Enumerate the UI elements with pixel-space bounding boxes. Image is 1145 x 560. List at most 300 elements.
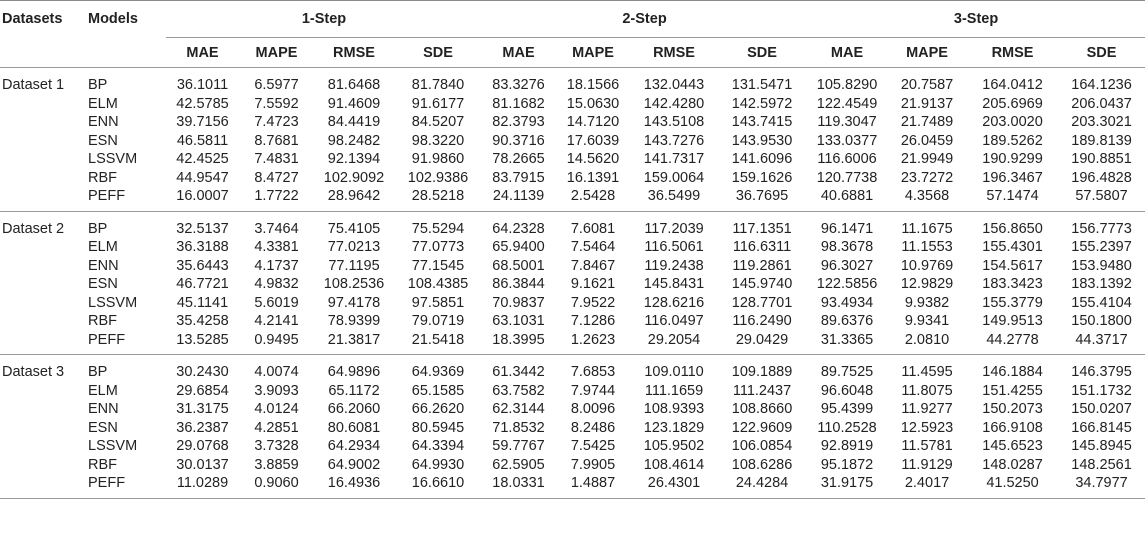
dataset-label: Dataset 3 bbox=[2, 364, 65, 381]
value-cell: 151.4255 bbox=[982, 382, 1043, 399]
value-cell: 21.7489 bbox=[900, 114, 954, 131]
value-cell: 30.0137 bbox=[176, 456, 229, 473]
table-row bbox=[0, 238, 1145, 257]
model-name: ESN bbox=[88, 132, 118, 149]
value-cell: 64.2328 bbox=[492, 220, 545, 237]
value-cell: 7.5425 bbox=[570, 438, 616, 455]
value-cell: 29.6854 bbox=[176, 382, 229, 399]
metric-header-mape-step-3: MAPE bbox=[906, 44, 948, 61]
value-cell: 68.5001 bbox=[492, 257, 545, 274]
value-cell: 3.7464 bbox=[254, 220, 299, 237]
value-cell: 2.0810 bbox=[904, 331, 950, 348]
value-cell: 4.3568 bbox=[904, 188, 950, 205]
value-cell: 7.4831 bbox=[254, 151, 299, 168]
value-cell: 9.1621 bbox=[570, 276, 616, 293]
model-name: RBF bbox=[88, 456, 117, 473]
value-cell: 64.9930 bbox=[411, 456, 465, 473]
value-cell: 66.2060 bbox=[327, 401, 381, 418]
value-cell: 111.1659 bbox=[644, 382, 704, 399]
table-row bbox=[0, 474, 1145, 498]
value-cell: 93.4934 bbox=[820, 294, 874, 311]
value-cell: 154.5617 bbox=[982, 257, 1043, 274]
value-cell: 4.3381 bbox=[254, 239, 299, 256]
model-name: ESN bbox=[88, 276, 118, 293]
dataset-cell-empty bbox=[0, 419, 88, 438]
model-name: ENN bbox=[88, 401, 119, 418]
value-cell: 45.1141 bbox=[176, 294, 229, 311]
value-cell: 12.5923 bbox=[900, 419, 954, 436]
model-name: PEFF bbox=[88, 475, 126, 492]
model-name: LSSVM bbox=[88, 151, 138, 168]
value-cell: 14.7120 bbox=[566, 114, 620, 131]
dataset-cell-empty bbox=[0, 400, 88, 419]
datasets-header: Datasets bbox=[2, 11, 63, 27]
value-cell: 8.0096 bbox=[570, 401, 616, 418]
model-name: ENN bbox=[88, 257, 119, 274]
value-cell: 183.3423 bbox=[982, 276, 1043, 293]
value-cell: 31.3175 bbox=[176, 401, 229, 418]
value-cell: 150.0207 bbox=[1071, 401, 1132, 418]
value-cell: 92.1394 bbox=[327, 151, 381, 168]
value-cell: 116.5061 bbox=[644, 239, 704, 256]
value-cell: 11.8075 bbox=[901, 382, 953, 399]
dataset-cell-empty bbox=[0, 257, 88, 276]
value-cell: 5.6019 bbox=[254, 294, 299, 311]
value-cell: 77.1195 bbox=[328, 257, 380, 274]
dataset-cell-empty bbox=[0, 294, 88, 313]
value-cell: 36.2387 bbox=[176, 419, 229, 436]
value-cell: 109.1889 bbox=[731, 364, 793, 381]
value-cell: 71.8532 bbox=[492, 419, 545, 436]
value-cell: 36.7695 bbox=[735, 188, 789, 205]
value-cell: 7.1286 bbox=[570, 313, 616, 330]
table-row bbox=[0, 456, 1145, 475]
value-cell: 143.7415 bbox=[731, 114, 793, 131]
value-cell: 8.7681 bbox=[254, 132, 299, 149]
value-cell: 89.6376 bbox=[820, 313, 874, 330]
value-cell: 155.2397 bbox=[1071, 239, 1132, 256]
value-cell: 86.3844 bbox=[492, 276, 545, 293]
value-cell: 59.7767 bbox=[492, 438, 545, 455]
value-cell: 11.5781 bbox=[901, 438, 953, 455]
table-row bbox=[0, 257, 1145, 276]
model-name: LSSVM bbox=[88, 294, 138, 311]
value-cell: 142.5972 bbox=[731, 95, 793, 112]
value-cell: 11.9129 bbox=[901, 456, 953, 473]
model-name: PEFF bbox=[88, 188, 126, 205]
metric-header-mape-step-2: MAPE bbox=[572, 44, 614, 61]
value-cell: 150.1800 bbox=[1071, 313, 1132, 330]
value-cell: 34.7977 bbox=[1075, 475, 1128, 492]
dataset-cell-empty bbox=[0, 169, 88, 188]
table-row bbox=[0, 275, 1145, 294]
value-cell: 70.9837 bbox=[492, 294, 545, 311]
value-cell: 148.2561 bbox=[1071, 456, 1132, 473]
value-cell: 11.1675 bbox=[901, 220, 953, 237]
value-cell: 16.1391 bbox=[566, 169, 620, 186]
value-cell: 78.9399 bbox=[327, 313, 381, 330]
value-cell: 11.1553 bbox=[901, 239, 953, 256]
value-cell: 132.0443 bbox=[643, 77, 705, 94]
value-cell: 7.6081 bbox=[570, 220, 616, 237]
value-cell: 159.1626 bbox=[731, 169, 793, 186]
table-row bbox=[0, 294, 1145, 313]
value-cell: 131.5471 bbox=[731, 77, 793, 94]
value-cell: 91.4609 bbox=[327, 95, 381, 112]
value-cell: 40.6881 bbox=[820, 188, 874, 205]
value-cell: 44.3717 bbox=[1075, 331, 1128, 348]
value-cell: 57.5807 bbox=[1075, 188, 1128, 205]
table-header bbox=[0, 1, 1145, 68]
value-cell: 42.5785 bbox=[176, 95, 229, 112]
value-cell: 4.1737 bbox=[254, 257, 299, 274]
value-cell: 0.9495 bbox=[254, 331, 299, 348]
model-name: BP bbox=[88, 220, 108, 237]
value-cell: 64.9896 bbox=[327, 364, 381, 381]
value-cell: 84.5207 bbox=[411, 114, 465, 131]
step-2-header: 2-Step bbox=[482, 1, 807, 38]
value-cell: 123.1829 bbox=[643, 419, 705, 436]
value-cell: 98.2482 bbox=[327, 132, 381, 149]
value-cell: 29.2054 bbox=[647, 331, 701, 348]
table-row bbox=[0, 331, 1145, 355]
value-cell: 153.9480 bbox=[1071, 257, 1132, 274]
value-cell: 159.0064 bbox=[643, 169, 705, 186]
value-cell: 21.9137 bbox=[900, 95, 954, 112]
value-cell: 108.6286 bbox=[731, 456, 793, 473]
value-cell: 183.1392 bbox=[1071, 276, 1132, 293]
value-cell: 65.9400 bbox=[492, 239, 545, 256]
dataset-cell-empty bbox=[0, 187, 88, 211]
model-name: PEFF bbox=[88, 331, 126, 348]
value-cell: 119.2438 bbox=[644, 257, 704, 274]
value-cell: 9.9341 bbox=[904, 313, 950, 330]
table-row bbox=[0, 382, 1145, 401]
value-cell: 145.8431 bbox=[643, 276, 705, 293]
value-cell: 77.0213 bbox=[327, 239, 381, 256]
value-cell: 143.5108 bbox=[643, 114, 705, 131]
value-cell: 31.3365 bbox=[820, 331, 874, 348]
value-cell: 92.8919 bbox=[820, 438, 874, 455]
value-cell: 16.0007 bbox=[176, 188, 229, 205]
model-name: RBF bbox=[88, 169, 117, 186]
value-cell: 196.4828 bbox=[1071, 169, 1132, 186]
dataset-cell-empty bbox=[0, 132, 88, 151]
value-cell: 97.4178 bbox=[327, 294, 381, 311]
value-cell: 64.2934 bbox=[327, 438, 381, 455]
value-cell: 21.3817 bbox=[327, 331, 381, 348]
value-cell: 141.6096 bbox=[731, 151, 793, 168]
value-cell: 11.9277 bbox=[901, 401, 953, 418]
value-cell: 46.7721 bbox=[176, 276, 229, 293]
value-cell: 64.9002 bbox=[327, 456, 381, 473]
dataset-cell-empty bbox=[0, 437, 88, 456]
table-row bbox=[0, 150, 1145, 169]
value-cell: 96.1471 bbox=[820, 220, 874, 237]
value-cell: 21.9949 bbox=[900, 151, 954, 168]
value-cell: 155.4301 bbox=[982, 239, 1043, 256]
model-name: ELM bbox=[88, 239, 118, 256]
value-cell: 155.4104 bbox=[1071, 294, 1132, 311]
value-cell: 108.4385 bbox=[407, 276, 469, 293]
table-row bbox=[0, 68, 1145, 95]
value-cell: 122.9609 bbox=[731, 419, 793, 436]
value-cell: 8.2486 bbox=[570, 419, 616, 436]
value-cell: 108.8660 bbox=[731, 401, 793, 418]
value-cell: 141.7317 bbox=[643, 151, 705, 168]
metric-header-sde-step-2: SDE bbox=[747, 44, 777, 61]
value-cell: 17.6039 bbox=[566, 132, 620, 149]
value-cell: 95.1872 bbox=[820, 456, 874, 473]
value-cell: 7.9905 bbox=[570, 456, 616, 473]
value-cell: 164.1236 bbox=[1071, 77, 1132, 94]
step-1-header: 1-Step bbox=[166, 1, 482, 38]
value-cell: 105.9502 bbox=[643, 438, 705, 455]
value-cell: 8.4727 bbox=[254, 169, 299, 186]
model-name: ELM bbox=[88, 382, 118, 399]
model-name: LSSVM bbox=[88, 438, 138, 455]
value-cell: 156.8650 bbox=[982, 220, 1043, 237]
value-cell: 29.0768 bbox=[176, 438, 229, 455]
model-name: RBF bbox=[88, 313, 117, 330]
value-cell: 20.7587 bbox=[900, 77, 954, 94]
value-cell: 28.5218 bbox=[411, 188, 465, 205]
metric-header-rmse-step-3: RMSE bbox=[991, 44, 1034, 61]
value-cell: 15.0630 bbox=[566, 95, 620, 112]
value-cell: 64.3394 bbox=[411, 438, 465, 455]
value-cell: 148.0287 bbox=[982, 456, 1043, 473]
models-header: Models bbox=[88, 11, 138, 27]
value-cell: 119.2861 bbox=[732, 257, 792, 274]
value-cell: 1.4887 bbox=[570, 475, 616, 492]
value-cell: 196.3467 bbox=[982, 169, 1043, 186]
value-cell: 96.3027 bbox=[820, 257, 874, 274]
value-cell: 7.9522 bbox=[570, 294, 616, 311]
table-row bbox=[0, 169, 1145, 188]
value-cell: 110.2528 bbox=[817, 419, 877, 436]
value-cell: 1.2623 bbox=[570, 331, 616, 348]
value-cell: 0.9060 bbox=[254, 475, 299, 492]
metric-header-rmse-step-1: RMSE bbox=[333, 44, 375, 61]
value-cell: 203.3021 bbox=[1071, 114, 1132, 131]
value-cell: 62.5905 bbox=[492, 456, 545, 473]
value-cell: 57.1474 bbox=[986, 188, 1039, 205]
value-cell: 35.4258 bbox=[176, 313, 229, 330]
value-cell: 81.1682 bbox=[492, 95, 545, 112]
value-cell: 42.4525 bbox=[176, 151, 229, 168]
metric-header-mape-step-1: MAPE bbox=[255, 44, 298, 61]
value-cell: 190.9299 bbox=[982, 151, 1043, 168]
value-cell: 102.9386 bbox=[407, 169, 469, 186]
value-cell: 24.4284 bbox=[735, 475, 789, 492]
value-cell: 41.5250 bbox=[986, 475, 1039, 492]
value-cell: 7.6853 bbox=[570, 364, 616, 381]
dataset-cell-empty bbox=[0, 312, 88, 331]
value-cell: 96.6048 bbox=[820, 382, 874, 399]
value-cell: 77.1545 bbox=[411, 257, 465, 274]
dataset-cell-empty bbox=[0, 113, 88, 132]
value-cell: 77.0773 bbox=[411, 239, 465, 256]
value-cell: 82.3793 bbox=[492, 114, 545, 131]
value-cell: 75.5294 bbox=[411, 220, 465, 237]
value-cell: 95.4399 bbox=[820, 401, 874, 418]
table-row bbox=[0, 113, 1145, 132]
value-cell: 145.6523 bbox=[982, 438, 1043, 455]
value-cell: 90.3716 bbox=[492, 132, 545, 149]
value-cell: 116.6311 bbox=[732, 239, 792, 256]
value-cell: 150.2073 bbox=[982, 401, 1043, 418]
value-cell: 83.7915 bbox=[492, 169, 545, 186]
value-cell: 36.1011 bbox=[176, 77, 229, 94]
dataset-cell-empty bbox=[0, 382, 88, 401]
value-cell: 117.2039 bbox=[644, 220, 704, 237]
value-cell: 89.7525 bbox=[820, 364, 874, 381]
value-cell: 84.4419 bbox=[327, 114, 381, 131]
value-cell: 61.3442 bbox=[492, 364, 545, 381]
value-cell: 164.0412 bbox=[982, 77, 1043, 94]
value-cell: 109.0110 bbox=[644, 364, 704, 381]
value-cell: 14.5620 bbox=[566, 151, 620, 168]
table-row bbox=[0, 187, 1145, 211]
value-cell: 36.5499 bbox=[647, 188, 701, 205]
value-cell: 31.9175 bbox=[820, 475, 874, 492]
value-cell: 7.8467 bbox=[570, 257, 616, 274]
value-cell: 64.9369 bbox=[411, 364, 465, 381]
table-row bbox=[0, 132, 1145, 151]
table-body bbox=[0, 68, 1145, 499]
value-cell: 80.5945 bbox=[411, 419, 465, 436]
value-cell: 18.1566 bbox=[566, 77, 620, 94]
value-cell: 4.0074 bbox=[254, 364, 299, 381]
table-row bbox=[0, 437, 1145, 456]
metric-header-sde-step-1: SDE bbox=[423, 44, 453, 61]
value-cell: 155.3779 bbox=[982, 294, 1043, 311]
value-cell: 116.0497 bbox=[644, 313, 704, 330]
value-cell: 44.9547 bbox=[176, 169, 229, 186]
dataset-cell-empty bbox=[0, 456, 88, 475]
value-cell: 205.6969 bbox=[982, 95, 1043, 112]
metric-header-row bbox=[0, 38, 1145, 68]
value-cell: 91.9860 bbox=[411, 151, 465, 168]
value-cell: 24.1139 bbox=[492, 188, 545, 205]
value-cell: 116.6006 bbox=[817, 151, 877, 168]
value-cell: 98.3220 bbox=[411, 132, 465, 149]
metric-header-mae-step-2: MAE bbox=[502, 44, 535, 61]
value-cell: 6.5977 bbox=[254, 77, 299, 94]
value-cell: 1.7722 bbox=[254, 188, 299, 205]
value-cell: 2.5428 bbox=[570, 188, 616, 205]
value-cell: 116.2490 bbox=[732, 313, 792, 330]
value-cell: 12.9829 bbox=[900, 276, 954, 293]
value-cell: 63.1031 bbox=[492, 313, 545, 330]
dataset-cell-empty bbox=[0, 275, 88, 294]
table-row bbox=[0, 211, 1145, 238]
model-name: BP bbox=[88, 77, 108, 94]
value-cell: 105.8290 bbox=[816, 77, 878, 94]
dataset-label: Dataset 1 bbox=[2, 77, 65, 94]
value-cell: 143.9530 bbox=[731, 132, 793, 149]
value-cell: 23.7272 bbox=[900, 169, 954, 186]
value-cell: 63.7582 bbox=[492, 382, 545, 399]
value-cell: 128.7701 bbox=[731, 294, 793, 311]
value-cell: 146.1884 bbox=[982, 364, 1043, 381]
value-cell: 146.3795 bbox=[1071, 364, 1132, 381]
value-cell: 189.8139 bbox=[1071, 132, 1132, 149]
metric-header-rmse-step-2: RMSE bbox=[653, 44, 695, 61]
value-cell: 3.9093 bbox=[254, 382, 299, 399]
value-cell: 166.9108 bbox=[982, 419, 1043, 436]
value-cell: 133.0377 bbox=[816, 132, 878, 149]
value-cell: 44.2778 bbox=[986, 331, 1039, 348]
value-cell: 66.2620 bbox=[411, 401, 465, 418]
value-cell: 142.4280 bbox=[643, 95, 705, 112]
value-cell: 143.7276 bbox=[643, 132, 705, 149]
dataset-label: Dataset 2 bbox=[2, 220, 65, 237]
value-cell: 26.0459 bbox=[900, 132, 954, 149]
table-row bbox=[0, 95, 1145, 114]
value-cell: 102.9092 bbox=[323, 169, 385, 186]
value-cell: 122.5856 bbox=[816, 276, 878, 293]
value-cell: 28.9642 bbox=[327, 188, 381, 205]
table-row bbox=[0, 355, 1145, 382]
value-cell: 18.0331 bbox=[492, 475, 545, 492]
value-cell: 189.5262 bbox=[982, 132, 1043, 149]
value-cell: 75.4105 bbox=[327, 220, 381, 237]
value-cell: 149.9513 bbox=[982, 313, 1043, 330]
value-cell: 35.6443 bbox=[176, 257, 229, 274]
value-cell: 206.0437 bbox=[1071, 95, 1132, 112]
value-cell: 26.4301 bbox=[647, 475, 701, 492]
value-cell: 18.3995 bbox=[492, 331, 545, 348]
value-cell: 166.8145 bbox=[1071, 419, 1132, 436]
value-cell: 7.4723 bbox=[254, 114, 299, 131]
value-cell: 78.2665 bbox=[492, 151, 545, 168]
value-cell: 2.4017 bbox=[904, 475, 950, 492]
value-cell: 3.7328 bbox=[254, 438, 299, 455]
model-name: ELM bbox=[88, 95, 118, 112]
value-cell: 4.9832 bbox=[254, 276, 299, 293]
table-row bbox=[0, 312, 1145, 331]
value-cell: 4.0124 bbox=[254, 401, 299, 418]
dataset-cell-empty bbox=[0, 238, 88, 257]
value-cell: 30.2430 bbox=[176, 364, 229, 381]
table-row bbox=[0, 419, 1145, 438]
value-cell: 120.7738 bbox=[816, 169, 878, 186]
dataset-cell-empty bbox=[0, 150, 88, 169]
value-cell: 91.6177 bbox=[411, 95, 465, 112]
model-name: BP bbox=[88, 364, 108, 381]
value-cell: 7.5592 bbox=[254, 95, 299, 112]
value-cell: 39.7156 bbox=[176, 114, 229, 131]
value-cell: 79.0719 bbox=[411, 313, 465, 330]
dataset-cell-empty bbox=[0, 474, 88, 498]
value-cell: 36.3188 bbox=[176, 239, 229, 256]
value-cell: 111.2437 bbox=[732, 382, 792, 399]
value-cell: 65.1172 bbox=[328, 382, 380, 399]
value-cell: 4.2141 bbox=[254, 313, 299, 330]
value-cell: 10.9769 bbox=[900, 257, 954, 274]
value-cell: 106.0854 bbox=[731, 438, 793, 455]
value-cell: 32.5137 bbox=[176, 220, 229, 237]
model-name: ESN bbox=[88, 419, 118, 436]
metric-header-mae-step-3: MAE bbox=[830, 44, 864, 61]
value-cell: 145.9740 bbox=[731, 276, 793, 293]
value-cell: 145.8945 bbox=[1071, 438, 1132, 455]
value-cell: 13.5285 bbox=[176, 331, 229, 348]
table-row bbox=[0, 400, 1145, 419]
value-cell: 97.5851 bbox=[411, 294, 465, 311]
step-3-header: 3-Step bbox=[807, 1, 1145, 38]
